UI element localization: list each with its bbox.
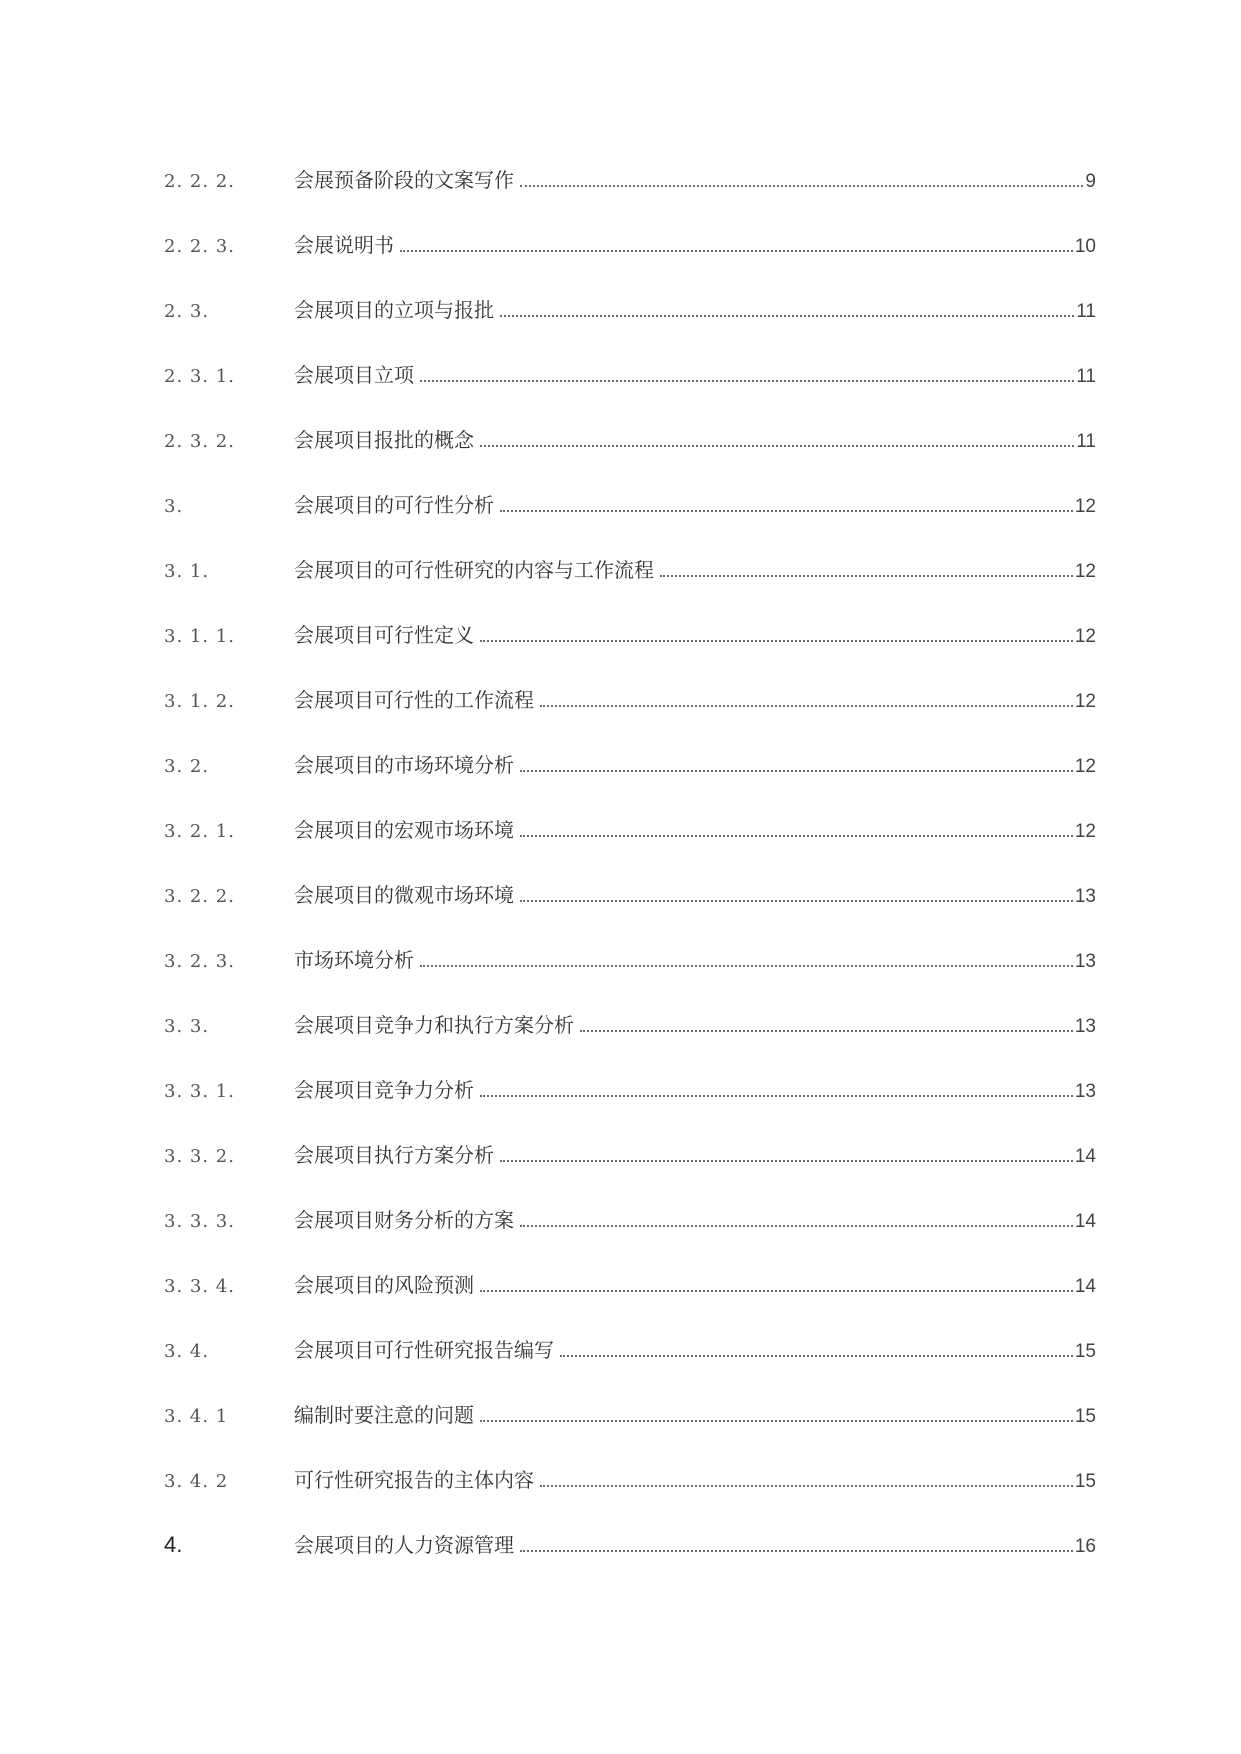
toc-entry-page: 14: [1074, 1276, 1096, 1297]
toc-entry-page: 11: [1076, 366, 1096, 387]
toc-entry[interactable]: [164, 1270, 1096, 1335]
dot-leader: [500, 315, 1074, 317]
toc-entry-page: 14: [1074, 1211, 1096, 1232]
toc-entry-number: 3. 4. 1: [164, 1406, 229, 1427]
toc-entry-page: 11: [1076, 431, 1096, 452]
toc-entry-number: 3. 2. 1.: [164, 821, 235, 842]
dot-leader: [520, 900, 1073, 902]
toc-entry-page: 13: [1074, 951, 1096, 972]
toc-entry-page: 15: [1074, 1471, 1096, 1492]
toc-entry-page: 16: [1074, 1536, 1096, 1557]
toc-entry[interactable]: [164, 815, 1096, 880]
toc-entry-title: 会展项目可行性的工作流程: [294, 688, 534, 712]
toc-entry-number: 3. 4.: [164, 1341, 210, 1362]
toc-entry[interactable]: [164, 685, 1096, 750]
toc-entry-title: 会展项目竞争力分析: [294, 1078, 474, 1102]
table-of-contents: [164, 165, 1096, 1598]
toc-entry[interactable]: [164, 230, 1096, 295]
toc-entry[interactable]: [164, 1400, 1096, 1465]
toc-entry-page: 12: [1074, 691, 1096, 712]
toc-entry[interactable]: [164, 295, 1096, 360]
toc-entry-page: 13: [1074, 886, 1096, 907]
toc-entry-page: 15: [1074, 1406, 1096, 1427]
toc-entry-number: 2. 3. 1.: [164, 366, 235, 387]
toc-entry-page: 11: [1076, 301, 1096, 322]
toc-entry-page: 10: [1074, 236, 1096, 257]
dot-leader: [560, 1355, 1073, 1357]
toc-entry-title: 会展说明书: [294, 233, 394, 257]
toc-entry[interactable]: [164, 425, 1096, 490]
toc-entry[interactable]: [164, 1205, 1096, 1270]
dot-leader: [480, 640, 1073, 642]
toc-entry-number: 3. 1.: [164, 561, 210, 582]
toc-entry-title: 会展项目的可行性分析: [294, 493, 494, 517]
toc-entry[interactable]: [164, 945, 1096, 1010]
toc-entry-number: 2. 3. 2.: [164, 431, 235, 452]
toc-entry-page: 12: [1074, 561, 1096, 582]
toc-entry[interactable]: [164, 1465, 1096, 1530]
toc-entry-title: 会展项目的市场环境分析: [294, 753, 514, 777]
toc-entry[interactable]: [164, 1530, 1096, 1598]
toc-entry-number: 3. 3. 4.: [164, 1276, 235, 1297]
toc-entry-page: 12: [1074, 626, 1096, 647]
toc-entry-number: 3. 2. 2.: [164, 886, 235, 907]
toc-entry-number: 4.: [164, 1532, 183, 1557]
toc-entry-title: 会展项目立项: [294, 363, 414, 387]
toc-entry-title: 可行性研究报告的主体内容: [294, 1468, 534, 1492]
toc-entry-page: 14: [1074, 1146, 1096, 1167]
toc-entry-title: 会展项目财务分析的方案: [294, 1208, 514, 1232]
dot-leader: [480, 1095, 1073, 1097]
dot-leader: [500, 510, 1073, 512]
toc-entry[interactable]: [164, 1140, 1096, 1205]
dot-leader: [660, 575, 1073, 577]
dot-leader: [520, 185, 1083, 187]
toc-entry-title: 会展项目的人力资源管理: [294, 1533, 514, 1557]
toc-entry[interactable]: [164, 620, 1096, 685]
dot-leader: [520, 1225, 1073, 1227]
toc-entry-title: 会展项目报批的概念: [294, 428, 474, 452]
dot-leader: [480, 1290, 1073, 1292]
toc-entry-page: 13: [1074, 1081, 1096, 1102]
dot-leader: [480, 445, 1074, 447]
toc-entry-number: 3. 4. 2: [164, 1471, 229, 1492]
dot-leader: [520, 1550, 1073, 1552]
dot-leader: [500, 1160, 1073, 1162]
dot-leader: [580, 1030, 1073, 1032]
dot-leader: [400, 250, 1073, 252]
dot-leader: [540, 1485, 1073, 1487]
toc-entry[interactable]: [164, 165, 1096, 230]
toc-entry-number: 3. 3.: [164, 1016, 210, 1037]
toc-entry-number: 2. 3.: [164, 301, 210, 322]
toc-entry-title: 会展项目的宏观市场环境: [294, 818, 514, 842]
toc-entry-number: 3. 1. 1.: [164, 626, 235, 647]
toc-entry-page: 13: [1074, 1016, 1096, 1037]
toc-entry-title: 会展项目可行性研究报告编写: [294, 1338, 554, 1362]
toc-entry-number: 3. 3. 1.: [164, 1081, 235, 1102]
toc-entry-page: 12: [1074, 496, 1096, 517]
toc-entry-number: 3. 2. 3.: [164, 951, 235, 972]
toc-entry[interactable]: [164, 880, 1096, 945]
toc-entry[interactable]: [164, 490, 1096, 555]
toc-entry-title: 会展项目的立项与报批: [294, 298, 494, 322]
dot-leader: [540, 705, 1073, 707]
toc-entry-title: 会展项目的可行性研究的内容与工作流程: [294, 558, 654, 582]
toc-entry-page: 12: [1074, 821, 1096, 842]
toc-entry-number: 3. 1. 2.: [164, 691, 235, 712]
toc-entry-title: 会展项目可行性定义: [294, 623, 474, 647]
toc-entry-number: 3. 3. 3.: [164, 1211, 235, 1232]
toc-entry-number: 3.: [164, 496, 184, 517]
toc-entry-page: 9: [1085, 171, 1096, 192]
dot-leader: [520, 770, 1073, 772]
toc-entry-number: 3. 3. 2.: [164, 1146, 235, 1167]
toc-entry-title: 会展项目执行方案分析: [294, 1143, 494, 1167]
toc-entry-page: 15: [1074, 1341, 1096, 1362]
dot-leader: [480, 1420, 1073, 1422]
dot-leader: [520, 835, 1073, 837]
toc-entry-title: 会展项目的微观市场环境: [294, 883, 514, 907]
toc-entry-title: 会展项目竞争力和执行方案分析: [294, 1013, 574, 1037]
dot-leader: [420, 380, 1074, 382]
toc-entry[interactable]: [164, 1010, 1096, 1075]
toc-entry-title: 会展项目的风险预测: [294, 1273, 474, 1297]
toc-entry[interactable]: [164, 555, 1096, 620]
toc-entry-title: 会展预备阶段的文案写作: [294, 168, 514, 192]
toc-entry-number: 2. 2. 2.: [164, 171, 235, 192]
dot-leader: [420, 965, 1073, 967]
toc-entry-number: 3. 2.: [164, 756, 210, 777]
toc-entry[interactable]: [164, 360, 1096, 425]
toc-entry-number: 2. 2. 3.: [164, 236, 235, 257]
toc-entry[interactable]: [164, 1335, 1096, 1400]
toc-entry-title: 编制时要注意的问题: [294, 1403, 474, 1427]
toc-entry-title: 市场环境分析: [294, 948, 414, 972]
toc-entry-page: 12: [1074, 756, 1096, 777]
toc-entry[interactable]: [164, 750, 1096, 815]
toc-entry[interactable]: [164, 1075, 1096, 1140]
